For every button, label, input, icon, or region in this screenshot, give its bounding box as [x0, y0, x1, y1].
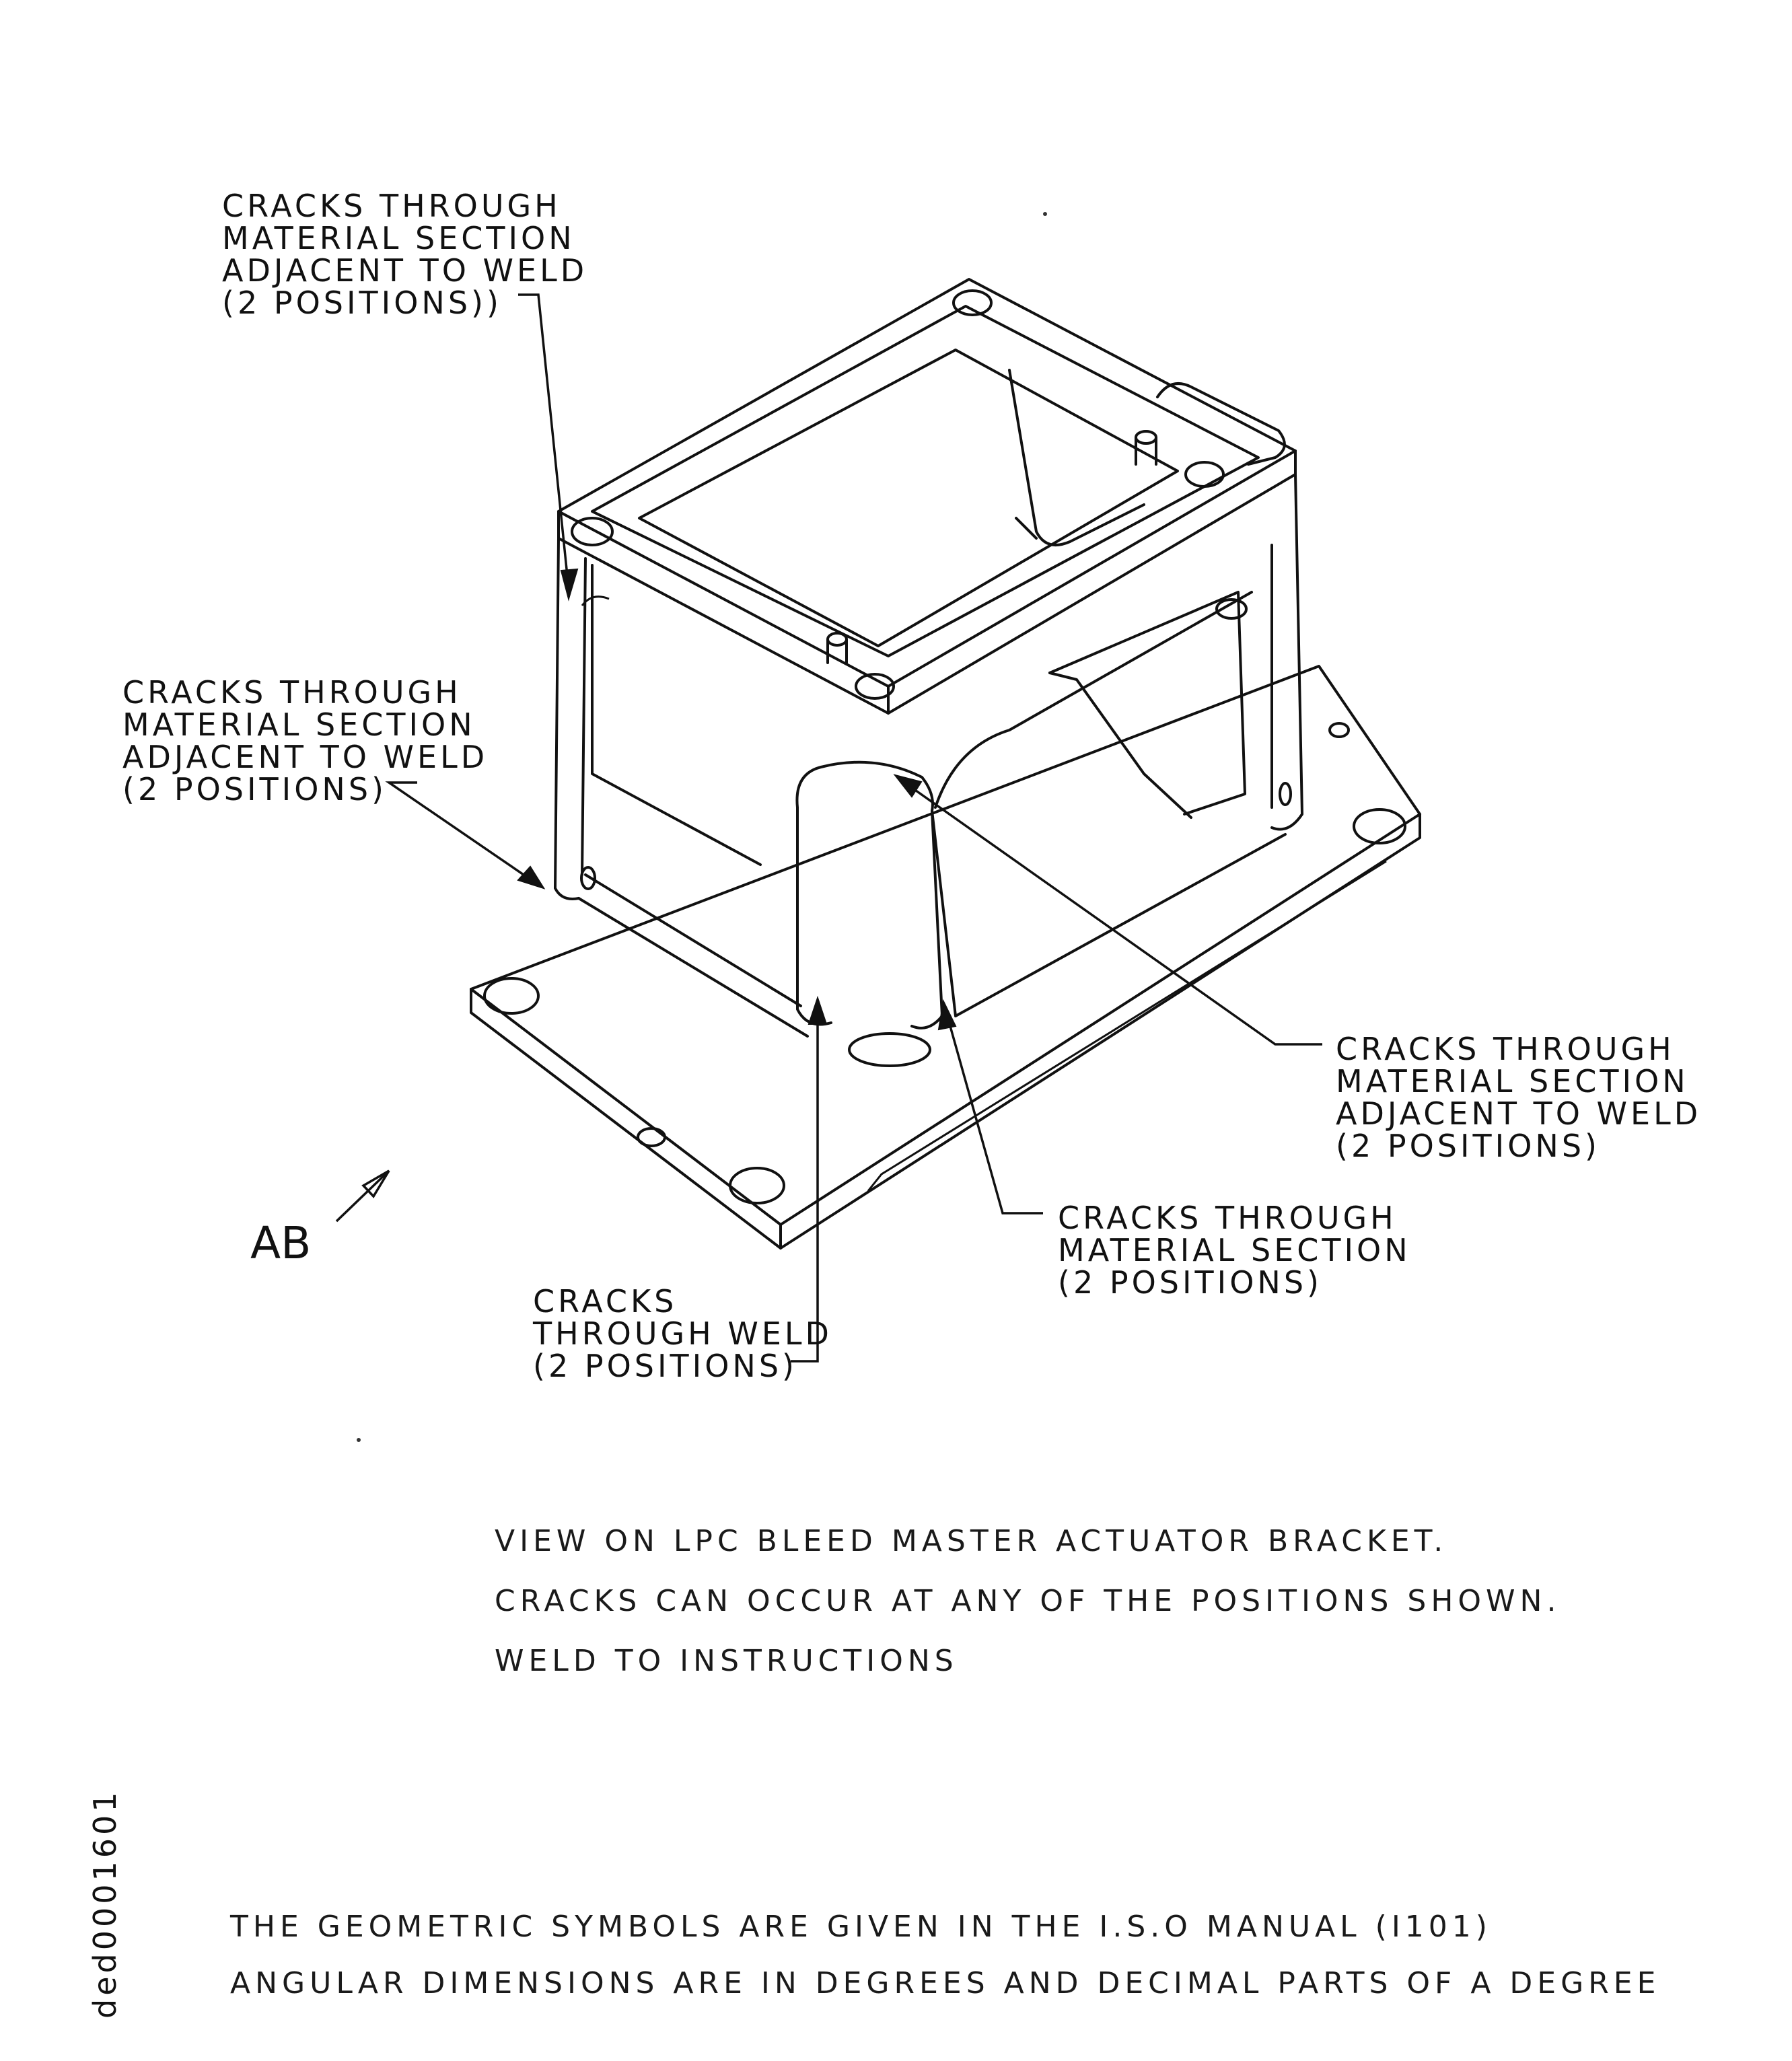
callout-right [1336, 1031, 1701, 1164]
front-leg [797, 592, 1285, 1028]
callout-bottom [532, 1283, 832, 1384]
callout-line: THROUGH WELD [533, 1315, 832, 1352]
drawing-reference: ded0001601 [87, 1788, 123, 2019]
note-line: VIEW ON LPC BLEED MASTER ACTUATOR BRACKET. [495, 1524, 1448, 1558]
view-label: AB [250, 1217, 312, 1269]
footer-note-line: ANGULAR DIMENSIONS ARE IN DEGREES AND DECIMAL PARTS OF A DEGREE [230, 1966, 1661, 2000]
note-line: CRACKS CAN OCCUR AT ANY OF THE POSITIONS SHOWN. [495, 1584, 1561, 1618]
bracket-illustration [471, 279, 1420, 1248]
callout-line: MATERIAL SECTION [1058, 1232, 1411, 1268]
callout-mid-left [122, 674, 488, 807]
callout-line: MATERIAL SECTION [122, 707, 476, 743]
note-line: WELD TO INSTRUCTIONS [495, 1644, 958, 1678]
callout-line: (2 POSITIONS) [1058, 1264, 1322, 1301]
base-plate [471, 666, 1420, 1248]
callout-line: CRACKS THROUGH [122, 674, 462, 711]
callout-lower-right [1058, 1200, 1411, 1301]
left-leg [555, 538, 808, 1036]
callout-line: MATERIAL SECTION [1336, 1063, 1689, 1099]
scan-speck [357, 1438, 361, 1442]
callout-line: CRACKS [533, 1283, 678, 1319]
scan-speck [1043, 212, 1047, 216]
callout-line: CRACKS THROUGH [1336, 1031, 1675, 1067]
callout-line: ADJACENT TO WELD [1336, 1095, 1702, 1132]
callout-line: (2 POSITIONS) [1336, 1128, 1600, 1164]
callout-line: CRACKS THROUGH [1058, 1200, 1397, 1236]
footer-notes [229, 1910, 1660, 2000]
callout-line: (2 POSITIONS) [122, 771, 387, 807]
callout-line: ADJACENT TO WELD [222, 252, 588, 289]
callout-line: (2 POSITIONS)) [222, 285, 502, 321]
notes [495, 1524, 1561, 1678]
callout-line: CRACKS THROUGH [222, 188, 561, 224]
upper-frame [559, 279, 1295, 713]
footer-note-line: THE GEOMETRIC SYMBOLS ARE GIVEN IN THE I.S.O MANUAL (I101) [230, 1910, 1492, 1944]
callout-line: MATERIAL SECTION [222, 220, 575, 256]
callout-line: (2 POSITIONS) [533, 1348, 797, 1384]
callout-line: ADJACENT TO WELD [122, 739, 489, 775]
callout-top-left [222, 188, 587, 321]
